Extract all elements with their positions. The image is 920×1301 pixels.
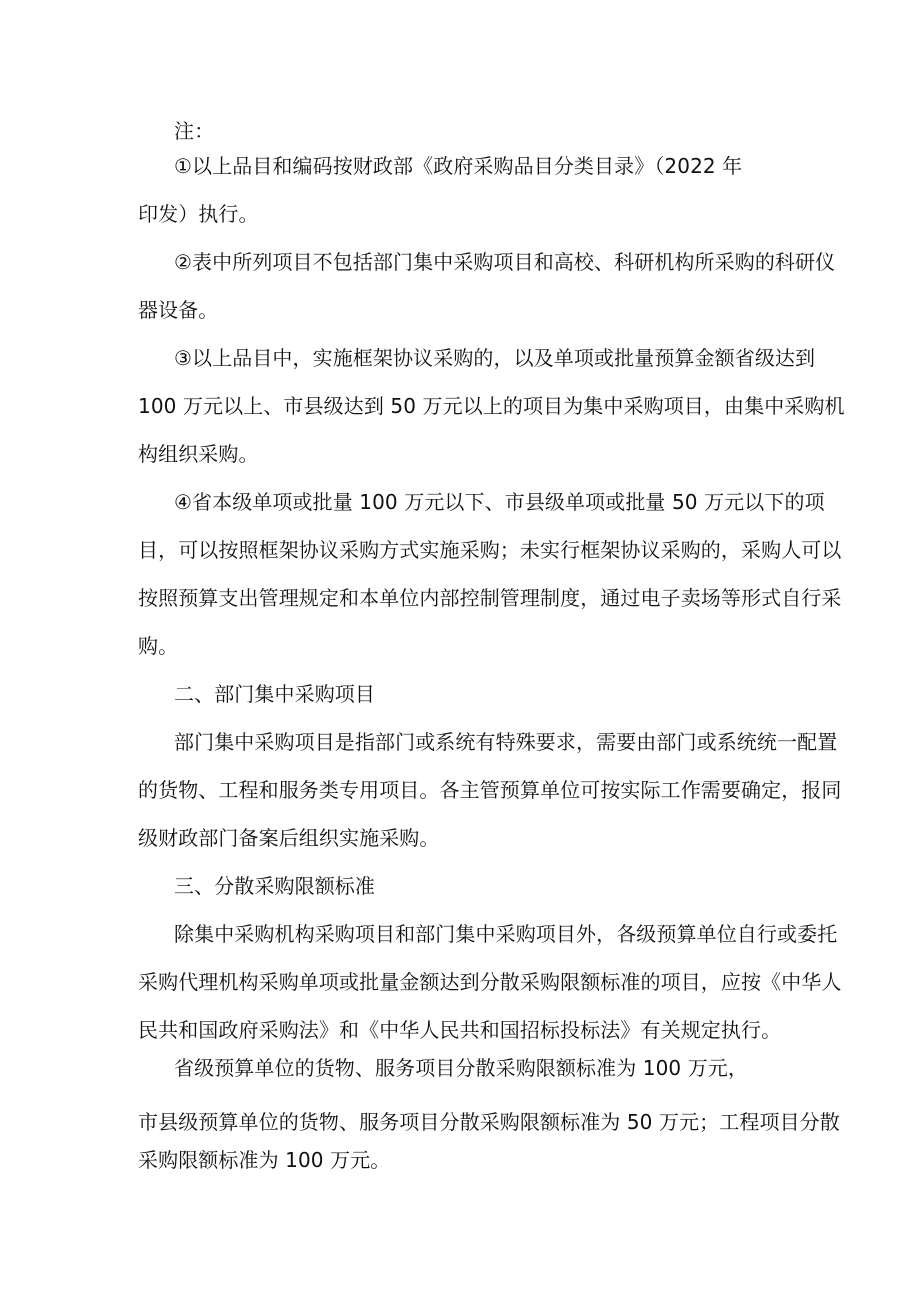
- note-4-line-3: 按照预算支出管理规定和本单位内部控制管理制度，通过电子卖场等形式自行采: [138, 586, 842, 610]
- note-3-line-2: 100 万元以上、市县级达到 50 万元以上的项目为集中采购项目，由集中采购机: [138, 394, 845, 418]
- section-3-line-2: 采购代理机构采购单项或批量金额达到分散采购限额标准的项目，应按《中华人: [138, 970, 842, 994]
- section-3-heading: 三、分散采购限额标准: [174, 874, 375, 898]
- note-2-line-1: ②表中所列项目不包括部门集中采购项目和高校、科研机构所采购的科研仪: [174, 250, 836, 274]
- note-1-line-2: 印发）执行。: [138, 202, 259, 226]
- section-2-line-2: 的货物、工程和服务类专用项目。各主管预算单位可按实际工作需要确定，报同: [138, 778, 842, 802]
- section-3-line-4: 省级预算单位的货物、服务项目分散采购限额标准为 100 万元，: [174, 1056, 748, 1080]
- section-3-line-1: 除集中采购机构采购项目和部门集中采购项目外，各级预算单位自行或委托: [174, 922, 838, 946]
- note-4-line-2: 目，可以按照框架协议采购方式实施采购；未实行框架协议采购的，采购人可以: [138, 538, 842, 562]
- section-2-heading: 二、部门集中采购项目: [174, 682, 375, 706]
- section-3-line-3: 民共和国政府采购法》和《中华人民共和国招标投标法》有关规定执行。: [138, 1018, 782, 1042]
- note-2-line-2: 器设备。: [138, 298, 219, 322]
- section-2-line-1: 部门集中采购项目是指部门或系统有特殊要求，需要由部门或系统统一配置: [174, 730, 838, 754]
- note-1-line-1: ①以上品目和编码按财政部《政府采购品目分类目录》（2022 年: [174, 154, 743, 178]
- note-heading: 注：: [174, 119, 215, 143]
- note-4-line-4: 购。: [138, 634, 179, 658]
- note-3-line-3: 构组织采购。: [138, 442, 259, 466]
- note-4-line-1: ④省本级单项或批量 100 万元以下、市县级单项或批量 50 万元以下的项: [174, 490, 825, 514]
- note-3-line-1: ③以上品目中，实施框架协议采购的，以及单项或批量预算金额省级达到: [174, 346, 816, 370]
- section-2-line-3: 级财政部门备案后组织实施采购。: [138, 826, 440, 850]
- section-3-line-6: 采购限额标准为 100 万元。: [138, 1148, 391, 1172]
- section-3-line-5: 市县级预算单位的货物、服务项目分散采购限额标准为 50 万元；工程项目分散: [138, 1110, 840, 1134]
